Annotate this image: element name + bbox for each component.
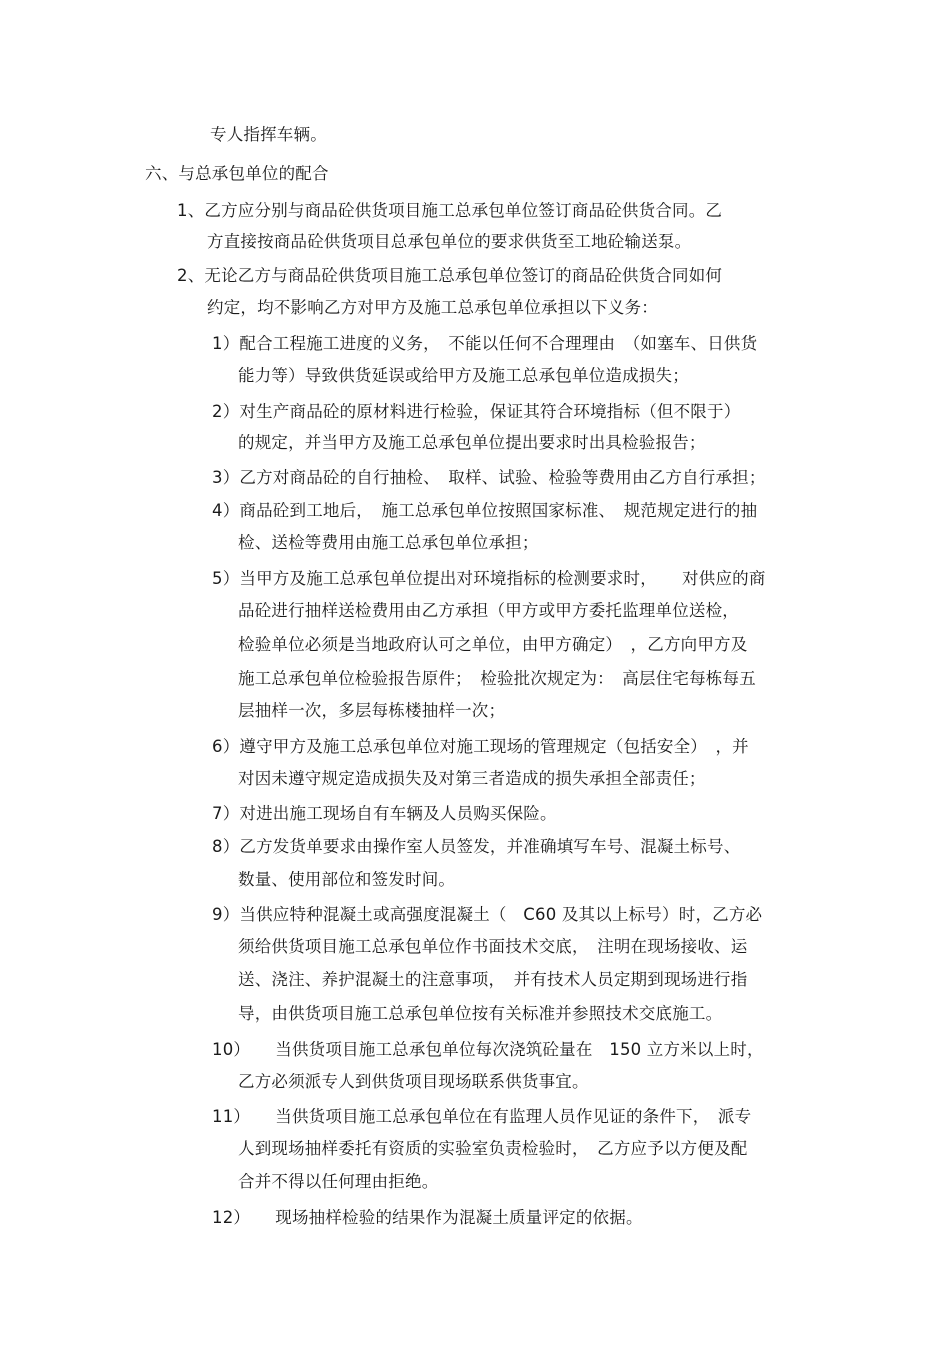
- text-line: 方直接按商品砼供货项目总承包单位的要求供货至工地砼输送泵。: [207, 232, 692, 251]
- text-line: 6）遵守甲方及施工总承包单位对施工现场的管理规定（包括安全） ，并: [212, 737, 749, 756]
- text-line: 5）当甲方及施工总承包单位提出对环境指标的检测要求时， 对供应的商: [212, 569, 766, 588]
- text-line: 4）商品砼到工地后， 施工总承包单位按照国家标准、 规范规定进行的抽: [212, 501, 758, 520]
- text-line: 7）对进出施工现场自有车辆及人员购买保险。: [212, 804, 557, 823]
- section-heading: 六、与总承包单位的配合: [145, 164, 329, 183]
- text-line: 9）当供应特种混凝土或高强度混凝土（ C60 及其以上标号）时，乙方必: [212, 905, 763, 924]
- text-line: 人到现场抽样委托有资质的实验室负责检验时， 乙方应予以方便及配: [238, 1139, 748, 1158]
- text-line: 12） 现场抽样检验的结果作为混凝土质量评定的依据。: [212, 1208, 643, 1227]
- text-line: 约定，均不影响乙方对甲方及施工总承包单位承担以下义务：: [207, 298, 658, 317]
- text-line: 数量、使用部位和签发时间。: [238, 870, 456, 889]
- text-line: 品砼进行抽样送检费用由乙方承担（甲方或甲方委托监理单位送检，: [238, 601, 739, 620]
- text-line: 1、乙方应分别与商品砼供货项目施工总承包单位签订商品砼供货合同。乙: [177, 201, 723, 220]
- text-line: 须给供货项目施工总承包单位作书面技术交底， 注明在现场接收、运: [238, 937, 748, 956]
- text-line: 的规定，并当甲方及施工总承包单位提出要求时出具检验报告；: [238, 433, 706, 452]
- text-line: 对因未遵守规定造成损失及对第三者造成的损失承担全部责任；: [238, 769, 706, 788]
- text-line: 8）乙方发货单要求由操作室人员签发，并准确填写车号、混凝土标号、: [212, 837, 741, 856]
- text-line: 导，由供货项目施工总承包单位按有关标准并参照技术交底施工。: [238, 1004, 723, 1023]
- text-line: 10） 当供货项目施工总承包单位每次浇筑砼量在 150 立方米以上时，: [212, 1040, 764, 1059]
- text-line: 专人指挥车辆。: [210, 125, 327, 144]
- text-line: 1）配合工程施工进度的义务， 不能以任何不合理理由 （如塞车、日供货: [212, 334, 758, 353]
- text-line: 检、送检等费用由施工总承包单位承担；: [238, 533, 539, 552]
- text-line: 送、浇注、养护混凝土的注意事项， 并有技术人员定期到现场进行指: [238, 970, 748, 989]
- text-line: 乙方必须派专人到供货项目现场联系供货事宜。: [238, 1072, 589, 1091]
- text-line: 能力等）导致供货延误或给甲方及施工总承包单位造成损失；: [238, 366, 689, 385]
- text-line: 2、无论乙方与商品砼供货项目施工总承包单位签订的商品砼供货合同如何: [177, 266, 723, 285]
- text-line: 11） 当供货项目施工总承包单位在有监理人员作见证的条件下， 派专: [212, 1107, 752, 1126]
- text-line: 2）对生产商品砼的原材料进行检验，保证其符合环境指标（但不限于）: [212, 402, 741, 421]
- text-line: 层抽样一次，多层每栋楼抽样一次；: [238, 701, 506, 720]
- text-line: 3）乙方对商品砼的自行抽检、 取样、试验、检验等费用由乙方自行承担；: [212, 468, 766, 487]
- text-line: 检验单位必须是当地政府认可之单位，由甲方确定） ，乙方向甲方及: [238, 635, 748, 654]
- text-line: 合并不得以任何理由拒绝。: [238, 1172, 439, 1191]
- text-line: 施工总承包单位检验报告原件； 检验批次规定为： 高层住宅每栋每五: [238, 669, 756, 688]
